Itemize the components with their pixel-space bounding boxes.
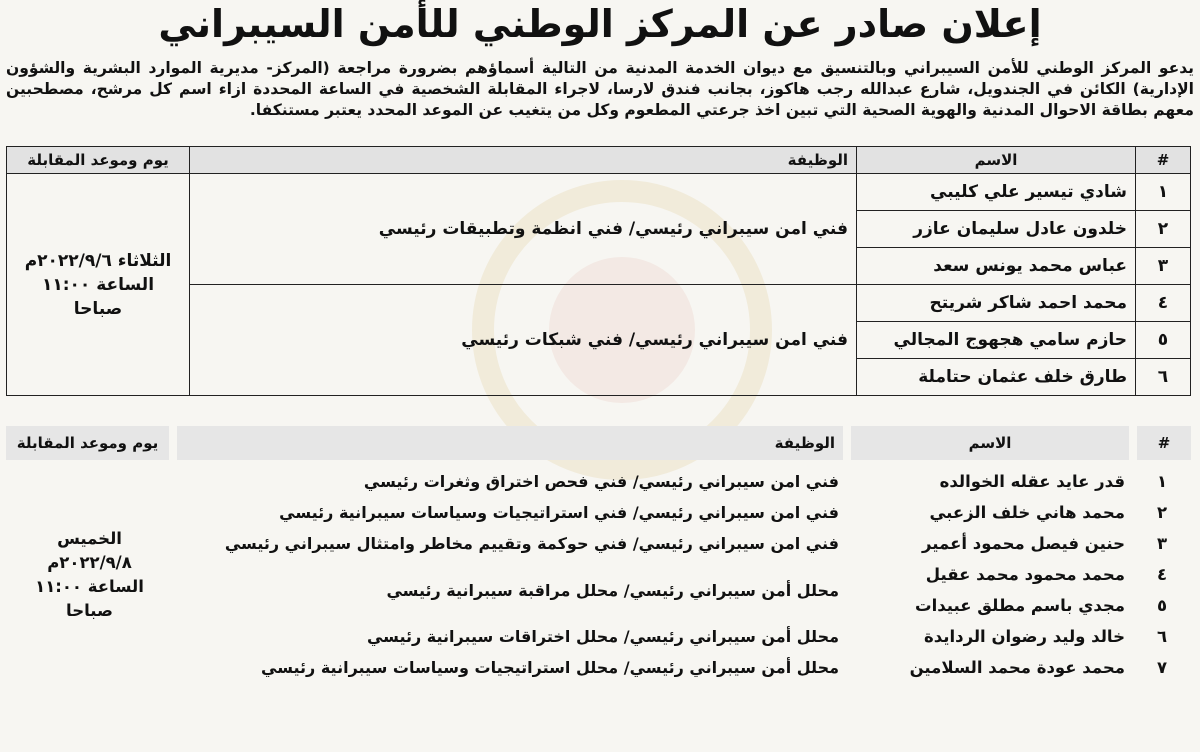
intro-paragraph: يدعو المركز الوطني للأمن السيبراني وبالتنسيق مع ديوان الخدمة المدنية من التالية أسماؤهم بضرورة مراجعة (المركز- مديرية الموارد البشرية والشؤون الإدارية) الكائن في الجندويل، شارع عبدالله رجب هاكوز، بجانب فندق لارسا، لاجراء المقابلة الشخصية في الساعة المحددة ازاء اسم كل مرشح، مصطحبين معهم بطاقة الاحوال المدنية والهوية الصحية التي تبين اخذ جرعتي المطعوم وكل من يتغيب عن الموعد المحدد يعتبر مستنكفا. [6, 59, 1194, 119]
job-title-cell: فني امن سيبراني رئيسي/ فني حوكمة وتقييم مخاطر وامتثال سيبراني رئيسي [224, 534, 839, 553]
row-num: ٦ [1156, 627, 1168, 646]
interview-day: الثلاثاء ٢٠٢٢/٩/٦م [24, 250, 172, 271]
row-name: شادي تيسير علي كليبي [857, 174, 1136, 211]
job-title-cell: محلل أمن سيبراني رئيسي/ محلل اختراقات سيبرانية رئيسي [366, 627, 839, 646]
interview-date-cell [7, 174, 190, 396]
job-title-cell: فني امن سيبراني رئيسي/ فني انظمة وتطبيقات رئيسي [190, 174, 857, 285]
table-header-row [7, 147, 1191, 174]
interview-table-1 [6, 146, 1191, 396]
row-name: محمد هاني خلف الزعبي [929, 503, 1125, 522]
row-name: محمد احمد شاكر شريتح [857, 285, 1136, 322]
col-job-header: الوظيفة [173, 426, 847, 460]
row-num: ٢ [1136, 211, 1191, 248]
row-num: ٧ [1156, 658, 1168, 677]
interview-time: الساعة ١١:٠٠ صباحا [35, 576, 144, 620]
col-name-header: الاسم [857, 147, 1136, 174]
col-name-header: الاسم [847, 426, 1133, 460]
table-row [6, 559, 1191, 590]
row-num: ٤ [1136, 285, 1191, 322]
row-num: ٤ [1156, 565, 1168, 584]
row-num: ٣ [1156, 534, 1168, 553]
page-title: إعلان صادر عن المركز الوطني للأمن السيبراني [158, 2, 1042, 46]
table-row [7, 174, 1191, 211]
row-num: ٢ [1156, 503, 1168, 522]
job-title-cell: محلل أمن سيبراني رئيسي/ محلل مراقبة سيبرانية رئيسي [386, 580, 839, 600]
row-name: خلدون عادل سليمان عازر [857, 211, 1136, 248]
job-title-cell: فني امن سيبراني رئيسي/ فني استراتيجيات وسياسات سيبرانية رئيسي [279, 503, 839, 522]
row-name: خالد وليد رضوان الردايدة [924, 627, 1125, 646]
job-title-cell: محلل أمن سيبراني رئيسي/ محلل استراتيجيات وسياسات سيبرانية رئيسي [261, 658, 839, 677]
table-header-row [6, 426, 1191, 460]
table-row [6, 528, 1191, 559]
row-num: ٣ [1136, 248, 1191, 285]
table-row [6, 621, 1191, 652]
col-date-header: يوم وموعد المقابلة [6, 426, 173, 460]
row-name: محمد عودة محمد السلامين [909, 658, 1125, 677]
interview-time: الساعة ١١:٠٠ صباحا [41, 274, 155, 319]
table-row [6, 652, 1191, 683]
interview-day: الخميس ٢٠٢٢/٩/٨م [47, 528, 132, 572]
interview-date-cell [6, 466, 173, 683]
col-num-header: # [1133, 426, 1191, 460]
col-job-header: الوظيفة [190, 147, 857, 174]
row-name: مجدي باسم مطلق عبيدات [915, 596, 1125, 615]
row-name: قدر عايد عقله الخوالده [939, 472, 1125, 491]
interview-table-2 [6, 426, 1191, 683]
row-num: ١ [1156, 472, 1168, 491]
row-name: عباس محمد يونس سعد [857, 248, 1136, 285]
row-num: ٥ [1136, 322, 1191, 359]
row-name: حنين فيصل محمود أعمير [922, 534, 1125, 553]
col-date-header: يوم وموعد المقابلة [7, 147, 190, 174]
row-num: ٥ [1156, 596, 1168, 615]
row-name: طارق خلف عثمان حتاملة [857, 359, 1136, 396]
job-title-cell: فني امن سيبراني رئيسي/ فني شبكات رئيسي [190, 285, 857, 396]
table-row [6, 466, 1191, 497]
table-row [6, 497, 1191, 528]
row-num: ١ [1136, 174, 1191, 211]
row-name: حازم سامي هجهوج المجالي [857, 322, 1136, 359]
row-name: محمد محمود محمد عقيل [925, 565, 1125, 584]
row-num: ٦ [1136, 359, 1191, 396]
col-num-header: # [1136, 147, 1191, 174]
job-title-cell: فني امن سيبراني رئيسي/ فني فحص اختراق وثغرات رئيسي [363, 472, 839, 491]
